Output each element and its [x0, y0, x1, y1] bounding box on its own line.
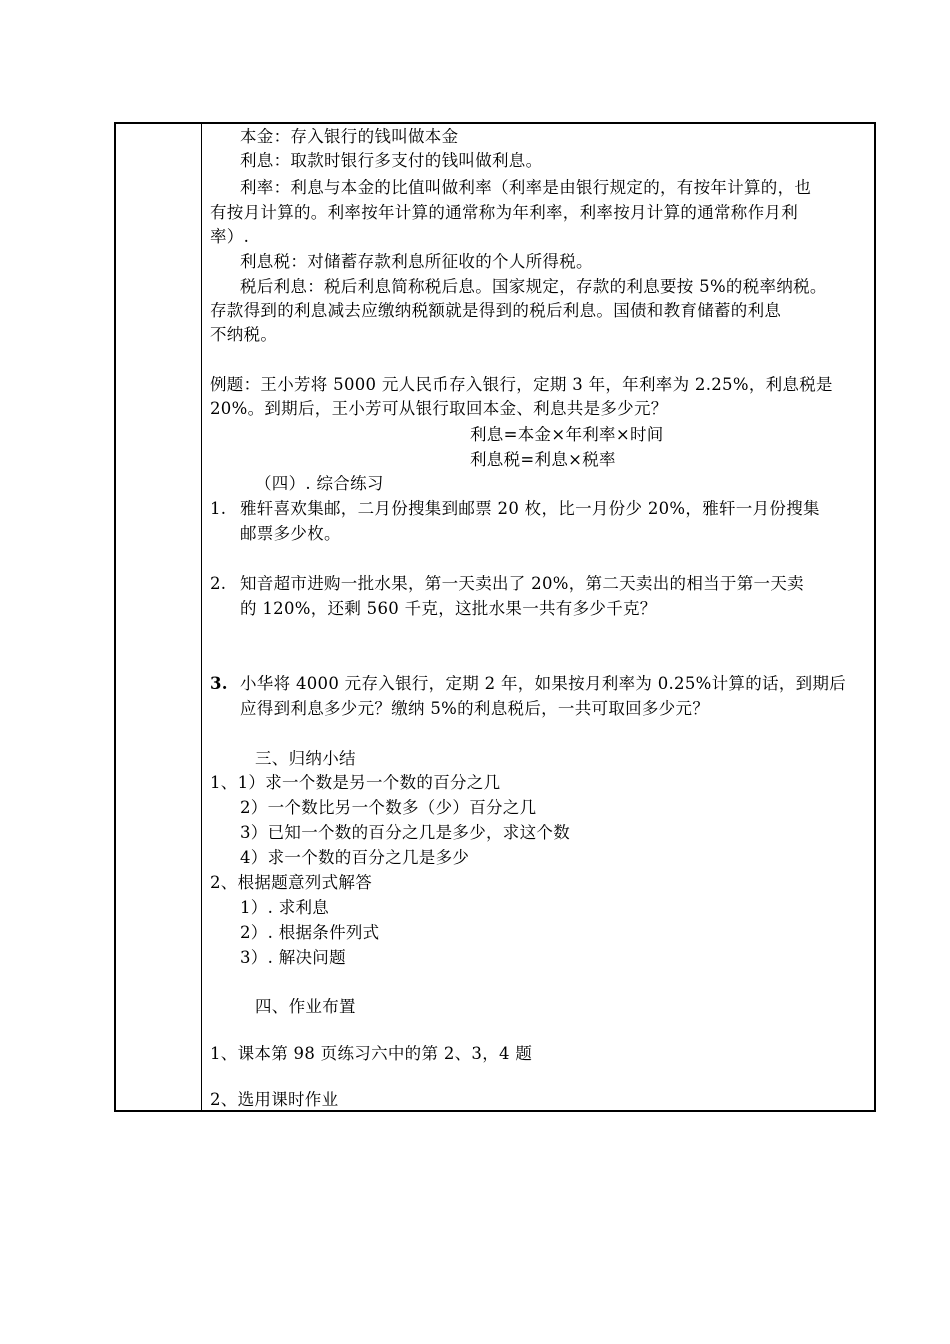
homework-item-1: 1、课本第 98 页练习六中的第 2、3，4 题	[210, 1044, 533, 1063]
summary-item-1-4: 4）求一个数的百分之几是多少	[240, 848, 470, 867]
homework-heading: 四、作业布置	[255, 997, 356, 1016]
question-3-line-2: 应得到利息多少元？缴纳 5%的利息税后，一共可取回多少元？	[240, 699, 710, 718]
summary-item-1-3: 3）已知一个数的百分之几是多少，求这个数	[240, 823, 570, 842]
definition-principal: 本金：存入银行的钱叫做本金	[240, 127, 459, 146]
definition-tax: 利息税：对储蓄存款利息所征收的个人所得税。	[240, 252, 593, 271]
homework-item-2: 2、选用课时作业	[210, 1090, 339, 1109]
summary-item-2-3: 3）. 解决问题	[240, 948, 346, 967]
summary-item-1: 1、1）求一个数是另一个数的百分之几	[210, 773, 501, 792]
definition-rate-line-2: 有按月计算的。利率按年计算的通常称为年利率，利率按月计算的通常称作月利	[210, 203, 798, 222]
question-1-number: 1.	[210, 499, 227, 518]
example-line-2: 20%。到期后，王小芳可从银行取回本金、利息共是多少元？	[210, 399, 668, 418]
example-line-1: 例题：王小芳将 5000 元人民币存入银行，定期 3 年，年利率为 2.25%，利息税是	[210, 375, 833, 394]
summary-item-2-1: 1）. 求利息	[240, 898, 330, 917]
question-2-line-2: 的 120%，还剩 560 千克，这批水果一共有多少千克？	[240, 599, 657, 618]
question-2-line-1: 知音超市进购一批水果，第一天卖出了 20%，第二天卖出的相当于第一天卖	[240, 574, 804, 593]
question-3-line-1: 小华将 4000 元存入银行，定期 2 年，如果按月利率为 0.25%计算的话，到期后	[240, 674, 847, 693]
summary-heading: 三、归纳小结	[255, 749, 356, 768]
definition-rate-line-1: 利率：利息与本金的比值叫做利率（利率是由银行规定的，有按年计算的，也	[240, 178, 812, 197]
practice-heading: （四）. 综合练习	[255, 474, 384, 493]
question-2-number: 2.	[210, 574, 227, 593]
definition-after-tax-line-3: 不纳税。	[210, 325, 278, 344]
definition-rate-line-3: 率）.	[210, 227, 250, 246]
definition-interest: 利息：取款时银行多支付的钱叫做利息。	[240, 151, 543, 170]
formula-interest: 利息=本金×年利率×时间	[470, 425, 664, 444]
definition-after-tax-line-1: 税后利息：税后利息简称税后息。国家规定，存款的利息要按 5%的税率纳税。	[240, 277, 827, 296]
definition-after-tax-line-2: 存款得到的利息减去应缴纳税额就是得到的税后利息。国债和教育储蓄的利息	[210, 301, 782, 320]
left-column	[116, 124, 202, 1110]
question-3-number: 3.	[210, 674, 228, 693]
summary-item-2-2: 2）. 根据条件列式	[240, 923, 380, 942]
question-1-line-2: 邮票多少枚。	[240, 524, 341, 543]
summary-item-2: 2、根据题意列式解答	[210, 873, 372, 892]
summary-item-1-2: 2）一个数比另一个数多（少）百分之几	[240, 798, 537, 817]
question-1-line-1: 雅轩喜欢集邮，二月份搜集到邮票 20 枚，比一月份少 20%，雅轩一月份搜集	[240, 499, 820, 518]
formula-interest-tax: 利息税=利息×税率	[470, 450, 616, 469]
